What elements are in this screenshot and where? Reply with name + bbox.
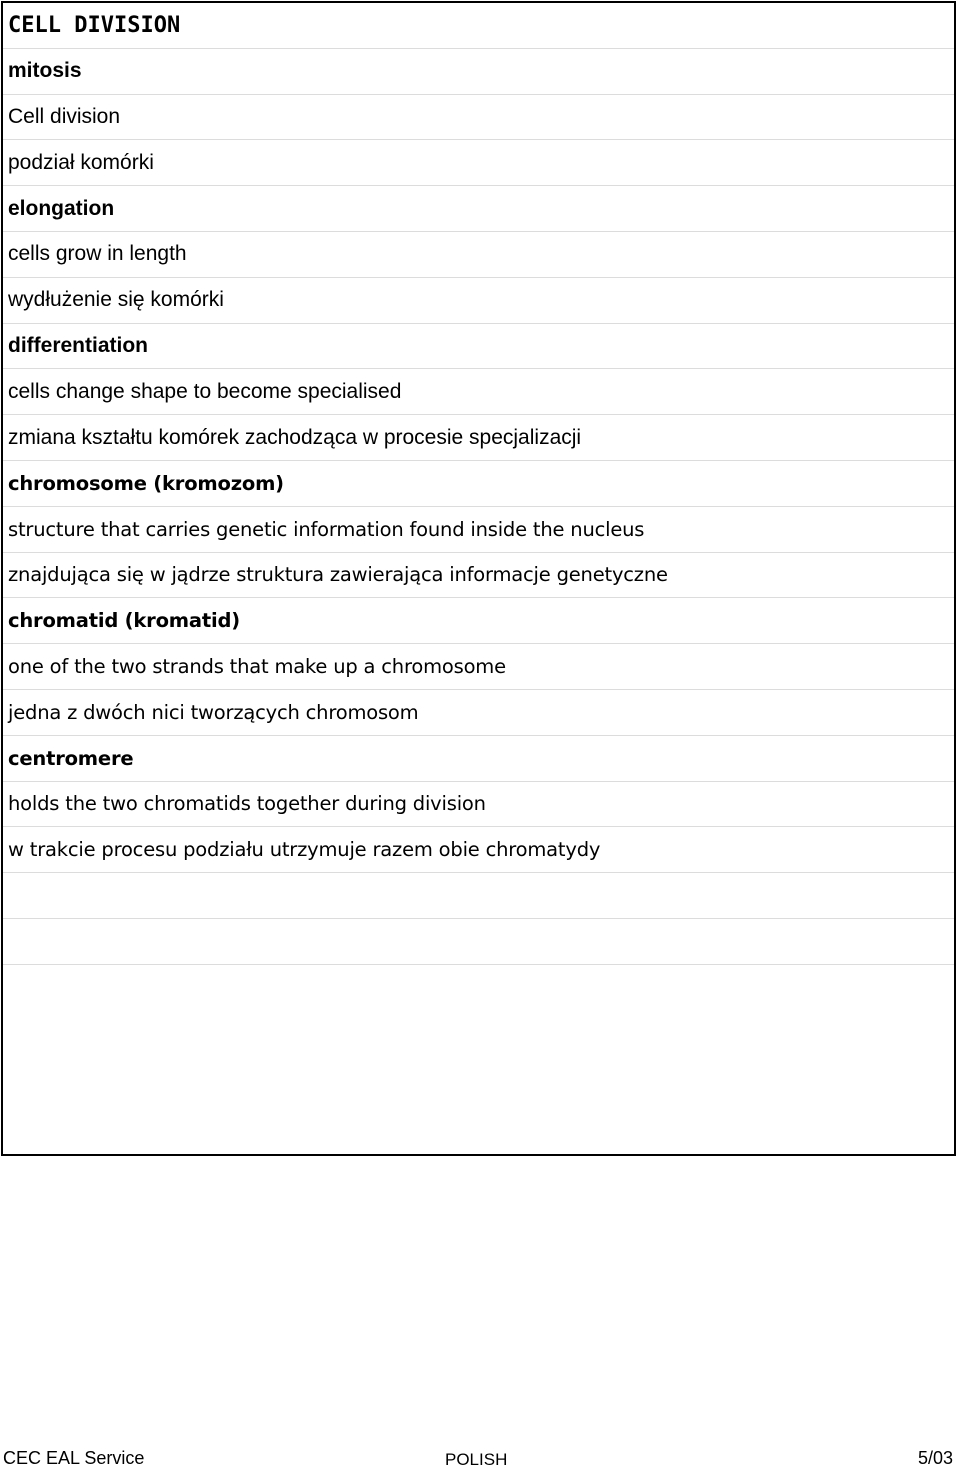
table-row xyxy=(3,232,954,278)
table-row xyxy=(3,919,954,965)
row-text: cells grow in length xyxy=(8,242,187,266)
row-text: zmiana kształtu komórek zachodząca w procesie specjalizacji xyxy=(8,425,582,449)
row-text: mitosis xyxy=(8,59,82,83)
table-row xyxy=(3,186,954,232)
row-text: wydłużenie się komórki xyxy=(8,288,224,312)
row-text: znajdująca się w jądrze struktura zawierająca informacje genetyczne xyxy=(8,563,668,587)
footer-service: CEC EAL Service xyxy=(3,1448,145,1468)
table-row xyxy=(3,827,954,873)
table-row xyxy=(3,461,954,507)
table-row xyxy=(3,782,954,828)
table-row xyxy=(3,140,954,186)
row-text: one of the two strands that make up a chromosome xyxy=(8,655,506,679)
table-row xyxy=(3,324,954,370)
footer-page-number: 5/03 xyxy=(917,1448,953,1468)
row-text: holds the two chromatids together during division xyxy=(8,792,486,816)
table-row xyxy=(3,553,954,599)
row-text: differentiation xyxy=(8,333,148,357)
table-row xyxy=(3,369,954,415)
row-text: w trakcie procesu podziału utrzymuje razem obie chromatydy xyxy=(8,838,601,862)
row-text: podział komórki xyxy=(8,150,154,174)
table-row xyxy=(3,598,954,644)
row-text: chromosome (kromozom) xyxy=(8,471,284,495)
table-row xyxy=(3,415,954,461)
row-text: centromere xyxy=(8,746,134,770)
row-text: cells change shape to become specialised xyxy=(8,379,402,403)
table-row xyxy=(3,95,954,141)
table-row xyxy=(3,644,954,690)
table-row xyxy=(3,49,954,95)
table-row xyxy=(3,736,954,782)
page-footer xyxy=(0,1448,960,1468)
row-text: chromatid (kromatid) xyxy=(8,609,240,633)
vocabulary-table xyxy=(1,1,956,1156)
row-text: CELL DIVISION xyxy=(8,12,181,38)
footer-language: POLISH xyxy=(445,1450,508,1469)
table-row xyxy=(3,507,954,553)
row-text: elongation xyxy=(8,196,115,220)
table-row xyxy=(3,278,954,324)
row-text: structure that carries genetic information found inside the nucleus xyxy=(8,517,645,541)
row-text: jedna z dwóch nici tworzących chromosom xyxy=(8,700,419,724)
table-row xyxy=(3,3,954,49)
table-row xyxy=(3,690,954,736)
row-text: Cell division xyxy=(8,104,121,128)
table-row xyxy=(3,873,954,919)
